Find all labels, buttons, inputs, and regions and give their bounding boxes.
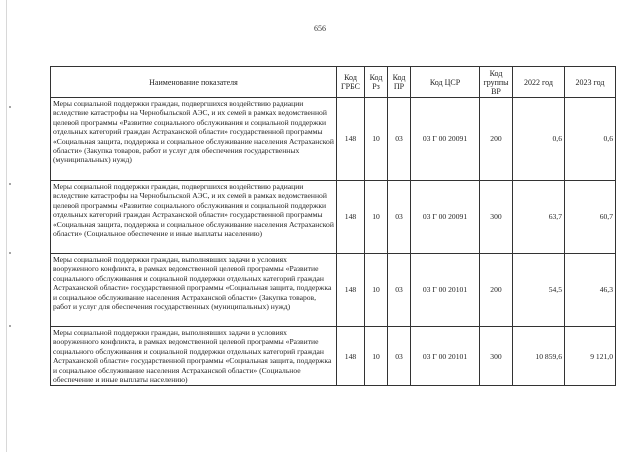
cell-2022: 0,6 <box>513 98 565 181</box>
cell-csr: 03 Г 00 20101 <box>411 254 480 327</box>
budget-table <box>50 66 616 386</box>
cell-grbs: 148 <box>337 181 365 254</box>
cell-grbs: 148 <box>337 98 365 181</box>
table-row <box>51 181 616 254</box>
cell-2022: 63,7 <box>513 181 565 254</box>
cell-vr: 200 <box>480 254 513 327</box>
header-csr: Код ЦСР <box>411 67 480 98</box>
cell-pr: 03 <box>388 98 411 181</box>
cell-vr: 200 <box>480 98 513 181</box>
cell-grbs: 148 <box>337 254 365 327</box>
cell-vr: 300 <box>480 181 513 254</box>
scan-speck <box>9 252 11 254</box>
table-row <box>51 254 616 327</box>
page-number: 656 <box>314 24 326 33</box>
table-row <box>51 327 616 386</box>
cell-grbs: 148 <box>337 327 365 386</box>
header-grbs: Код ГРБС <box>337 67 365 98</box>
cell-pr: 03 <box>388 181 411 254</box>
scan-edge-line <box>6 0 7 452</box>
cell-2022: 10 859,6 <box>513 327 565 386</box>
cell-name: Меры социальной поддержки граждан, выполнявших задачи в условиях вооруженного конфликта, в рамках ведомственной целевой программы «Развитие социального обслуживания и социальной поддержки отдельных категорий граждан Астраханской области» государственной программы «Социальная защита, поддержка и социальное обслуживание населения Астраханской области» (Закупка товаров, работ и услуг для обеспечения государственных (муниципальных) нужд) <box>51 254 337 327</box>
cell-vr: 300 <box>480 327 513 386</box>
cell-rz: 10 <box>365 98 388 181</box>
cell-csr: 03 Г 00 20101 <box>411 327 480 386</box>
cell-rz: 10 <box>365 181 388 254</box>
table-row <box>51 98 616 181</box>
cell-csr: 03 Г 00 20091 <box>411 98 480 181</box>
cell-pr: 03 <box>388 254 411 327</box>
cell-2023: 60,7 <box>565 181 616 254</box>
scan-speck <box>9 325 11 327</box>
cell-name: Меры социальной поддержки граждан, подвергшихся воздействию радиации вследствие катастрофы на Чернобыльской АЭС, и их семей в рамках ведомственной целевой программы «Развитие социального обслуживания и социальной поддержки отдельных категорий граждан Астраханской области» государственной программы «Социальная защита, поддержка и социальное обслуживание населения Астраханской области» (Социальное обеспечение и иные выплаты населению) <box>51 181 337 254</box>
header-rz: Код Рз <box>365 67 388 98</box>
header-pr: Код ПР <box>388 67 411 98</box>
cell-name: Меры социальной поддержки граждан, подвергшихся воздействию радиации вследствие катастрофы на Чернобыльской АЭС, и их семей в рамках ведомственной целевой программы «Развитие социального обслуживания и социальной поддержки отдельных категорий граждан Астраханской области» государственной программы «Социальная защита, поддержка и социальное обслуживание населения Астраханской области» (Закупка товаров, работ и услуг для обеспечения государственных (муниципальных) нужд) <box>51 98 337 181</box>
cell-name: Меры социальной поддержки граждан, выполнявших задачи в условиях вооруженного конфликта, в рамках ведомственной целевой программы «Развитие социального обслуживания и социальной поддержки отдельных категорий граждан Астраханской области» государственной программы «Социальная защита, поддержка и социальное обслуживание населения Астраханской области» (Социальное обеспечение и иные выплаты населению) <box>51 327 337 386</box>
table-header-row <box>51 67 616 98</box>
cell-pr: 03 <box>388 327 411 386</box>
cell-2023: 46,3 <box>565 254 616 327</box>
cell-2022: 54,5 <box>513 254 565 327</box>
header-2023: 2023 год <box>565 67 616 98</box>
cell-csr: 03 Г 00 20091 <box>411 181 480 254</box>
cell-2023: 0,6 <box>565 98 616 181</box>
header-name: Наименование показателя <box>51 67 337 98</box>
header-2022: 2022 год <box>513 67 565 98</box>
scan-speck <box>9 106 11 108</box>
scan-speck <box>9 183 11 185</box>
cell-rz: 10 <box>365 254 388 327</box>
cell-2023: 9 121,0 <box>565 327 616 386</box>
cell-rz: 10 <box>365 327 388 386</box>
header-vr: Код группы ВР <box>480 67 513 98</box>
